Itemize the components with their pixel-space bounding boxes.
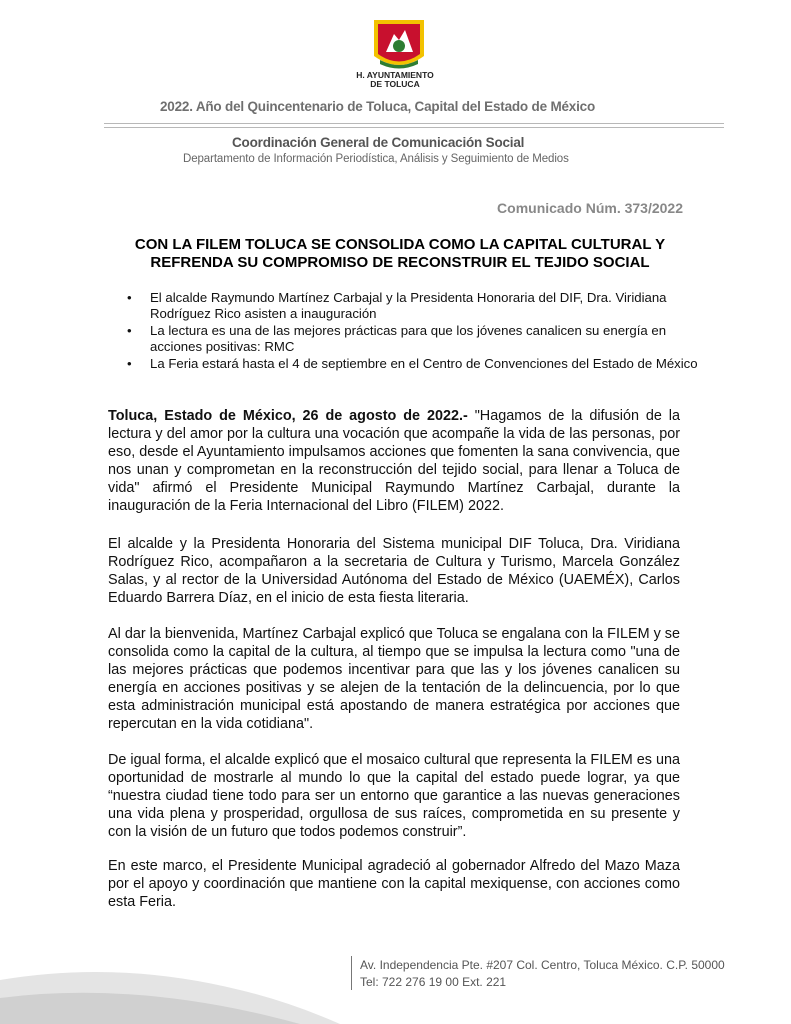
paragraph: De igual forma, el alcalde explicó que el mosaico cultural que representa la FILEM es una oportunidad de mostrarle al mundo lo que la capital del estado puede lograr, ya que “nuestra ciudad tiene todo para ser un entorno que garantice a las nuevas generaciones una vida plena y prosperidad, orgullosa de sus raíces, comprometida en su presente y con la visión de un futuro que todos podemos construir”. <box>108 752 680 841</box>
footer-decoration <box>0 940 340 1024</box>
headline: CON LA FILEM TOLUCA SE CONSOLIDA COMO LA CAPITAL CULTURAL Y REFRENDA SU COMPROMISO DE RECONSTRUIR EL TEJIDO SOCIAL <box>134 236 666 271</box>
toluca-coat-of-arms-logo <box>366 16 432 72</box>
coordination-title: Coordinación General de Comunicación Social <box>232 135 525 150</box>
department-subtitle: Departamento de Información Periodística, Análisis y Seguimiento de Medios <box>183 153 569 165</box>
footer-address: Av. Independencia Pte. #207 Col. Centro, Toluca México. C.P. 50000 <box>360 958 725 972</box>
bullet-icon: • <box>127 290 132 305</box>
paragraph: El alcalde y la Presidenta Honoraria del Sistema municipal DIF Toluca, Dra. Viridiana Rodríguez Rico, acompañaron a la secretaria de Cultura y Turismo, Marcela González Salas, y al rector de la Universidad Autónoma del Estado de México (UAEMÉX), Carlos Eduardo Barrera Díaz, en el inicio de esta fiesta literaria. <box>108 536 680 607</box>
highlights-list <box>106 290 706 374</box>
year-slogan: 2022. Año del Quincentenario de Toluca, Capital del Estado de México <box>160 99 596 114</box>
divider-line <box>104 127 724 128</box>
bullet-icon: • <box>127 323 132 339</box>
paragraph-lead: Toluca, Estado de México, 26 de agosto de 2022.- "Hagamos de la difusión de la lectura y del amor por la cultura una vocación que acompañe la vida de las personas, por eso, desde el Ayuntamiento impulsamos acciones que fomenten la sana convivencia, que nos unan y comprometan en la reconstrucción del tejido social, para llenar a Toluca de vida" afirmó el Presidente Municipal Raymundo Martínez Carbajal, durante la inauguración de la Feria Internacional del Libro (FILEM) 2022. <box>108 408 681 515</box>
list-item: • El alcalde Raymundo Martínez Carbajal y la Presidenta Honoraria del DIF, Dra. Viridiana Rodríguez Rico asisten a inauguración <box>127 290 667 321</box>
footer-phone: Tel: 722 276 19 00 Ext. 221 <box>360 975 507 989</box>
release-number: Comunicado Núm. 373/2022 <box>497 200 683 216</box>
paragraph: En este marco, el Presidente Municipal agradeció al gobernador Alfredo del Mazo Maza por el apoyo y coordinación que mantiene con la capital mexiquense, con acciones como esta Feria. <box>108 858 680 911</box>
paragraph: Al dar la bienvenida, Martínez Carbajal explicó que Toluca se engalana con la FILEM y se consolida como la capital de la cultura, al tiempo que se impulsa la lectura como "una de las mejores prácticas que podemos incentivar para que las y los jóvenes canalicen su energía en acciones positivas y se alejen de la tentación de la delincuencia, por lo que esta administración municipal está apostando de manera estratégica por acciones que repercutan en la vida cotidiana". <box>108 626 680 733</box>
list-item: • La Feria estará hasta el 4 de septiembre en el Centro de Convenciones del Estado de México <box>127 356 698 372</box>
dateline: Toluca, Estado de México, 26 de agosto de 2022.- <box>108 408 468 424</box>
bullet-icon: • <box>127 356 132 372</box>
footer-divider <box>351 956 352 990</box>
list-item: • La lectura es una de las mejores prácticas para que los jóvenes canalicen su energía en acciones positivas: RMC <box>127 323 667 354</box>
divider-line <box>104 123 724 124</box>
logo-caption: H. AYUNTAMIENTO DE TOLUCA <box>356 70 434 89</box>
